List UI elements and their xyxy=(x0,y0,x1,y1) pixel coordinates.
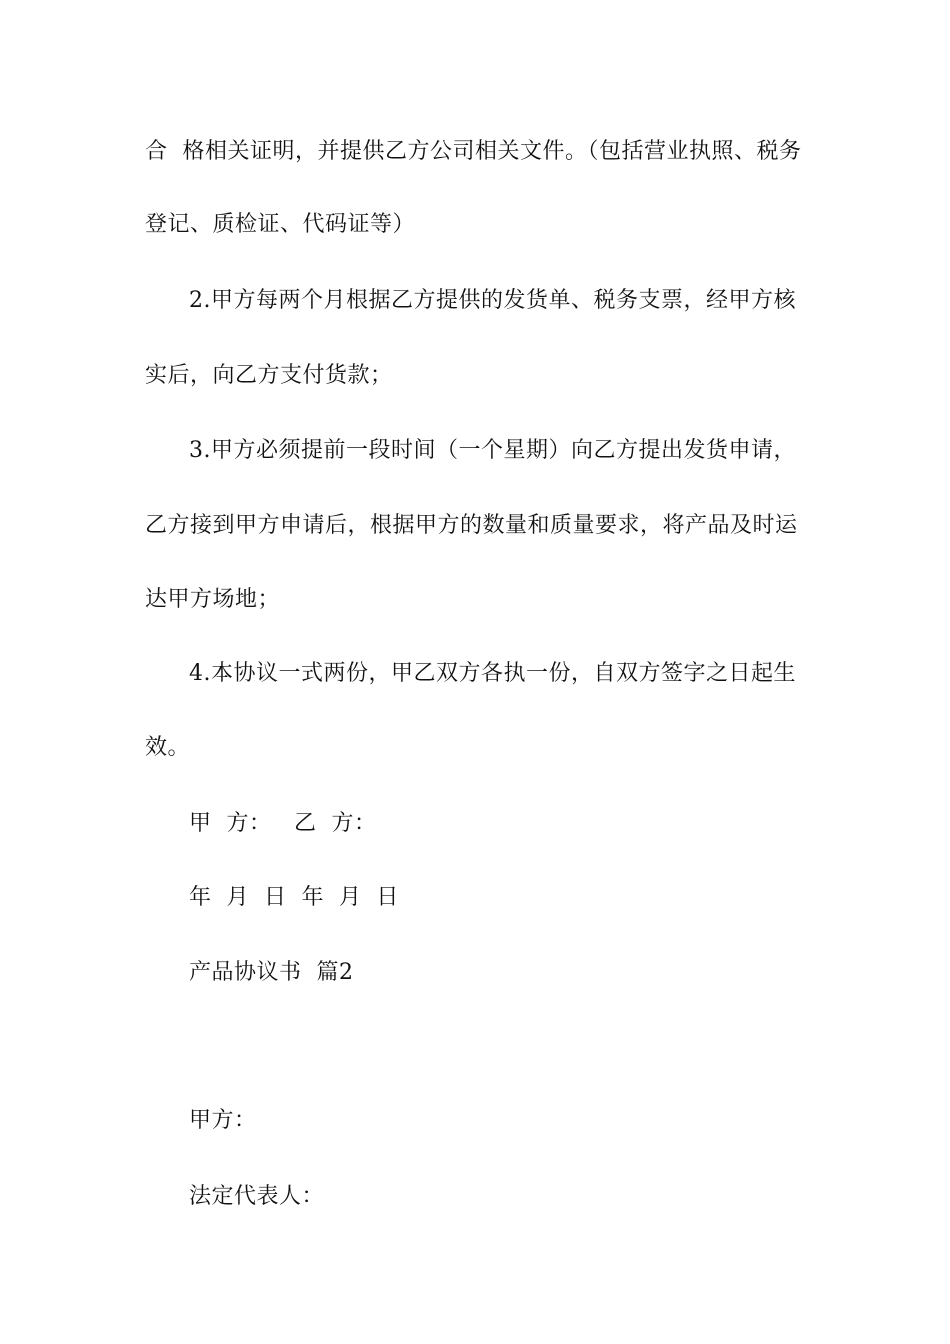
party-a-label: 甲方： xyxy=(189,1108,257,1133)
paragraph-1-line-1: 合 格相关证明，并提供乙方公司相关文件。（包括营业执照、税务 xyxy=(145,139,802,164)
paragraph-1-line-2: 登记、质检证、代码证等） xyxy=(145,212,416,237)
signature-date-line: 年 月 日 年 月 日 xyxy=(189,885,399,910)
paragraph-3-line-2: 乙方接到甲方申请后，根据甲方的数量和质量要求，将产品及时运 xyxy=(145,513,798,538)
signature-parties-line: 甲 方： 乙 方： xyxy=(189,811,377,836)
section-heading: 产品协议书 篇2 xyxy=(189,960,354,985)
paragraph-3-line-3: 达甲方场地； xyxy=(145,587,281,612)
paragraph-4-line-2: 效。 xyxy=(145,735,191,760)
paragraph-4-line-1: 4.本协议一式两份，甲乙双方各执一份，自双方签字之日起生 xyxy=(189,661,796,686)
paragraph-3-line-1: 3.甲方必须提前一段时间（一个星期）向乙方提出发货申请， xyxy=(189,438,796,463)
paragraph-2-line-2: 实后，向乙方支付货款； xyxy=(145,363,393,388)
legal-representative-label: 法定代表人： xyxy=(189,1184,325,1209)
paragraph-2-line-1: 2.甲方每两个月根据乙方提供的发货单、税务支票，经甲方核 xyxy=(189,288,796,313)
